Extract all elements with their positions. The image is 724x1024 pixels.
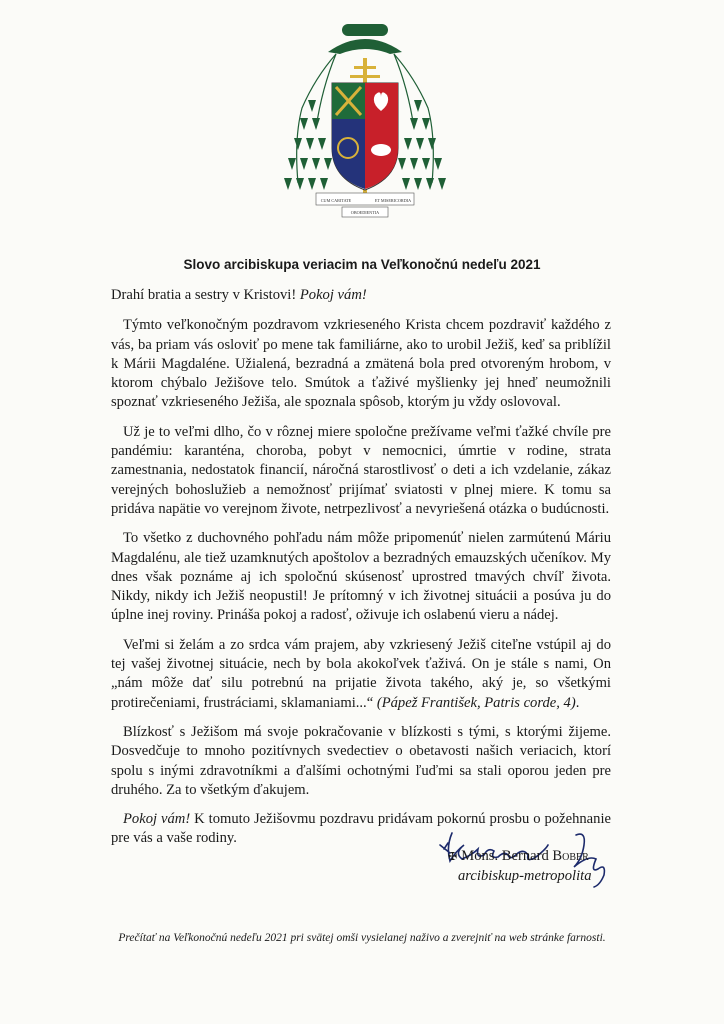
greeting <box>111 286 611 305</box>
handwritten-signature <box>430 825 630 905</box>
greeting-emphasis: Pokoj vám! <box>299 287 367 303</box>
signature-role: arcibiskup-metropolita <box>458 868 592 884</box>
paragraph-5: Blízkosť s Ježišom má svoje pokračovanie v blízkosti s tými, s ktorými žijeme. Dosvedčuje to mnoho pozitívnych svedectiev o obetavosti našich veriacich, ktorí spolu s inými zdravotníkmi a ďalšími ochotnými ľuďmi sa stali oporou jeden pre druhého. Za to všetkým ďakujem. <box>111 723 611 798</box>
paragraph-4-end: . <box>575 694 580 711</box>
tassels-left <box>284 54 336 190</box>
paragraph-4-text: Veľmi si želám a zo srdca vám prajem, aby vzkriesený Ježiš citeľne vstúpil aj do tej vašej životnej situácie, nech by bola akokoľvek ťaživá. On je stále s nami, On „nám môže dať silu potrebnú na prijatie života takého, aký je, so všetkými protirečeniami, frustráciami, sklamaniami...“ <box>111 636 611 711</box>
cross-icon: ✠ <box>448 851 458 863</box>
signature-name-prefix: Mons. Bernard <box>461 848 553 864</box>
greeting-text: Drahí bratia a sestry v Kristovi! <box>111 287 300 303</box>
paragraph-6-emphasis: Pokoj vám! <box>123 811 191 828</box>
tassels-right <box>394 54 446 190</box>
galero-hat <box>328 39 402 54</box>
paragraph-1: Týmto veľkonočným pozdravom vzkrieseného Krista chcem pozdraviť každého z vás, ba priam vás osloviť po mene tak familiárne, ako to urobil Ježiš, keď sa priblížil k Márii Magdaléne. Užialená, bezradná a zmätená bola pred otvoreným hrobom, v ktorom chýbalo Ježišove telo. Smútok a ťaživé myšlienky jej hneď neumožnili spoznať vzkrieseného Ježiša, ale spoznala spôsob, ktorým ju vždy oslovoval. <box>111 317 611 411</box>
motto-center: OBOEDIENTIA <box>350 210 380 215</box>
letter-title: Slovo arcibiskupa veriacim na Veľkonočnú nedeľu 2021 <box>183 257 541 272</box>
signature-name <box>448 848 589 865</box>
footer-note: Prečítať na Veľkonočnú nedeľu 2021 pri svätej omši vysielanej naživo a zverejniť na web stránke farnosti. <box>118 932 606 944</box>
paragraph-4-citation: (Pápež František, Patris corde, 4) <box>376 694 576 711</box>
paragraph-6-text: K tomuto Ježišovmu pozdravu pridávam pokornú prosbu o požehnanie pre vás a vaše rodiny. <box>111 811 611 847</box>
archbishop-coat-of-arms <box>280 18 450 240</box>
motto-right: ET MISERICORDIA <box>374 198 412 203</box>
motto-left: CUM CARITATE <box>320 198 352 203</box>
paragraph-2: Už je to veľmi dlho, čo v rôznej miere spoločne prežívame veľmi ťažké chvíle pre pandémiu: karanténa, choroba, pobyt v nemocnici, úmrtie v rodine, strata zamestnania, nedostatok financií, náročná starostlivosť o deti a ich vzdelanie, zákaz verejných bohoslužieb a nemožnosť prijímať sviatosti v plnej miere. K tomu sa pridáva napätie vo verejnom živote, netrpezlivosť a nevyriešená otázka o budúcnosti. <box>111 423 611 517</box>
letter-body <box>111 286 611 859</box>
paragraph-3: To všetko z duchovného pohľadu nám môže pripomenúť nielen zarmútenú Máriu Magdalénu, ale tiež uzamknutých apoštolov a bezradných emauzských učeníkov. My dnes však poznáme aj ich spoločnú skúsenosť uprostred tmavých chvíľ života. Nikdy, nikdy ich Ježiš neopustil! Je prítomný v ich životnej situácii a posúva ju do úplne inej roviny. Prináša pokoj a radosť, oživuje ich oslabenú vieru a nádej. <box>111 530 611 624</box>
motto-ribbon <box>316 193 414 217</box>
paragraph-4 <box>111 636 611 713</box>
signature-surname: Bober <box>552 848 589 864</box>
shield <box>332 83 398 190</box>
